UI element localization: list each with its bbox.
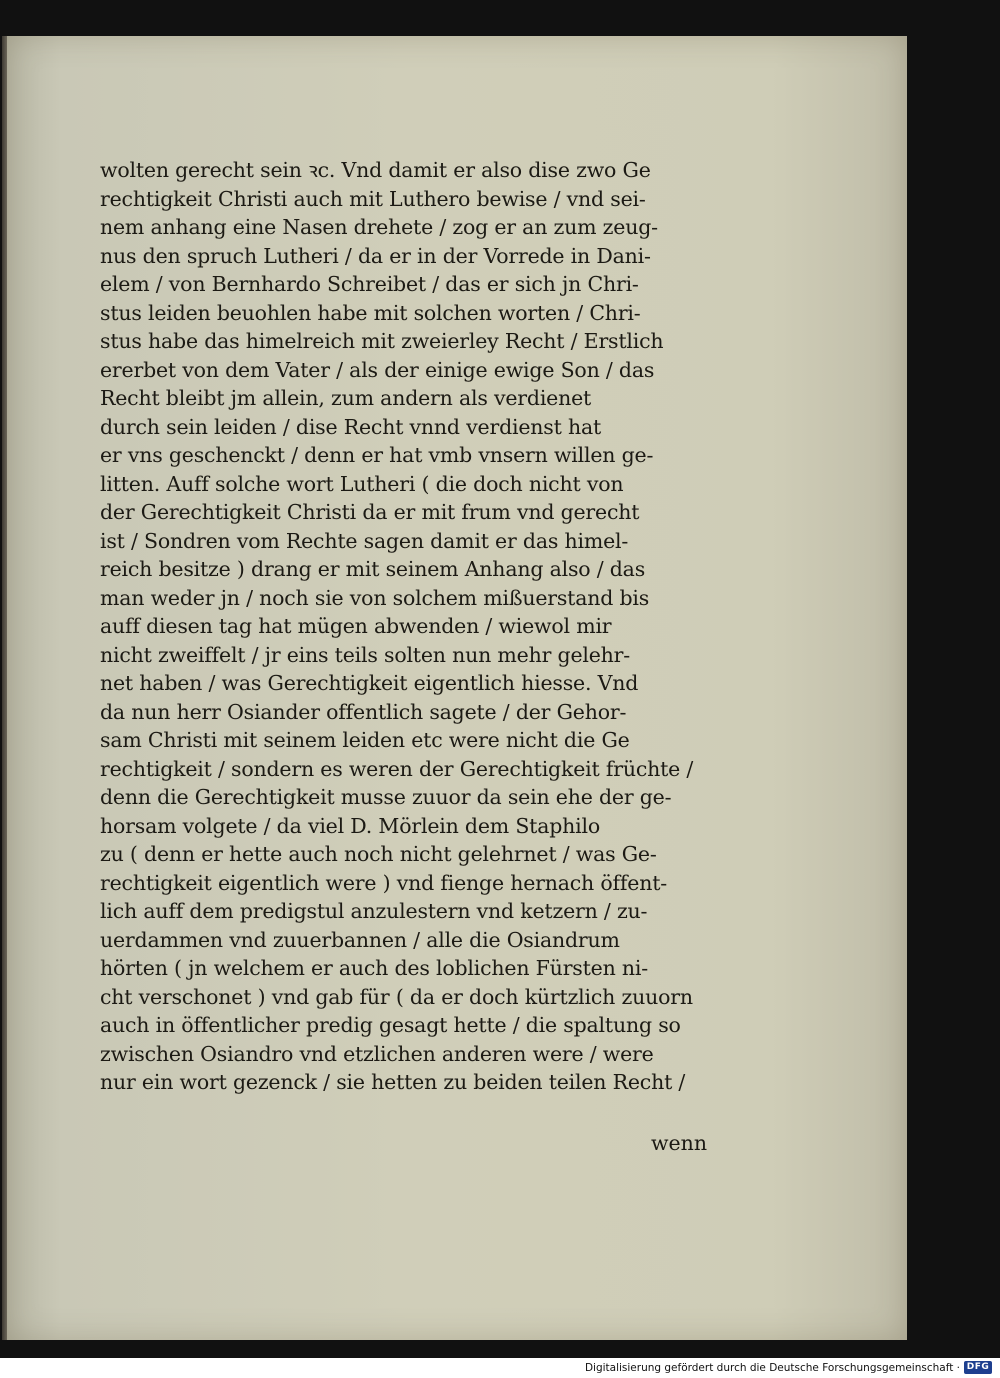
funding-credit: Digitalisierung gefördert durch die Deutsche Forschungsgemeinschaft · xyxy=(584,1362,960,1374)
text-line: nem anhang eine Nasen drehete / zog er an zum zeug- xyxy=(100,215,658,239)
dfg-logo-icon[interactable]: DFG xyxy=(964,1361,992,1374)
page-text-block xyxy=(100,156,712,1097)
text-line: der Gerechtigkeit Christi da er mit frum vnd gerecht xyxy=(100,500,640,524)
text-line: ist / Sondren vom Rechte sagen damit er das himel- xyxy=(100,528,629,553)
text-line: ererbet von dem Vater / als der einige ewige Son / das xyxy=(100,357,655,382)
text-line: zwischen Osiandro vnd etzlichen anderen were / were xyxy=(100,1041,654,1066)
text-line: elem / von Bernhardo Schreibet / das er sich jn Chri- xyxy=(100,272,639,296)
text-line: sam Christi mit seinem leiden etc were nicht die Ge xyxy=(100,728,630,752)
text-line: auff diesen tag hat mügen abwenden / wiewol mir xyxy=(100,614,612,638)
text-line: wolten gerecht sein ꝛc. Vnd damit er also dise zwo Ge xyxy=(100,158,651,182)
text-line: uerdammen vnd zuuerbannen / alle die Osiandrum xyxy=(100,927,620,952)
text-line: litten. Auff solche wort Lutheri ( die doch nicht von xyxy=(100,471,624,496)
text-line: rechtigkeit / sondern es weren der Gerechtigkeit früchte / xyxy=(100,756,694,781)
text-line: Recht bleibt jm allein, zum andern als verdienet xyxy=(100,386,592,410)
text-line: man weder jn / noch sie von solchem mißuerstand bis xyxy=(100,585,650,610)
text-line: er vns geschenckt / denn er hat vmb vnsern willen ge- xyxy=(100,443,654,467)
text-line: reich besitze ) drang er mit seinem Anhang also / das xyxy=(100,557,646,581)
text-line: net haben / was Gerechtigkeit eigentlich hiesse. Vnd xyxy=(100,671,639,695)
text-line: rechtigkeit eigentlich were ) vnd fienge hernach öffent- xyxy=(100,870,667,895)
text-line: hörten ( jn welchem er auch des loblichen Fürsten ni- xyxy=(100,956,648,980)
text-line: stus habe das himelreich mit zweierley Recht / Erstlich xyxy=(100,329,664,353)
text-line: nus den spruch Lutheri / da er in der Vorrede in Dani- xyxy=(100,243,651,268)
text-line: zu ( denn er hette auch noch nicht gelehrnet / was Ge- xyxy=(100,842,657,866)
scanned-page xyxy=(7,36,907,1340)
text-line: denn die Gerechtigkeit musse zuuor da sein ehe der ge- xyxy=(100,785,672,809)
footer-bar xyxy=(0,1358,1000,1378)
text-line: da nun herr Osiander offentlich sagete / der Gehor- xyxy=(100,699,627,724)
text-line: stus leiden beuohlen habe mit solchen worten / Chri- xyxy=(100,300,641,325)
text-line: lich auff dem predigstul anzulestern vnd ketzern / zu- xyxy=(100,899,648,923)
text-line: horsam volgete / da viel D. Mörlein dem Staphilo xyxy=(100,813,601,838)
catchword: wenn xyxy=(651,1131,708,1155)
text-line: rechtigkeit Christi auch mit Luthero bewise / vnd sei- xyxy=(100,186,646,211)
text-line: cht verschonet ) vnd gab für ( da er doch kürtzlich zuuorn xyxy=(100,984,693,1009)
text-line: auch in öffentlicher predig gesagt hette / die spaltung so xyxy=(100,1013,681,1037)
text-line: durch sein leiden / dise Recht vnnd verdienst hat xyxy=(100,414,602,439)
text-line: nur ein wort gezenck / sie hetten zu beiden teilen Recht / xyxy=(100,1070,686,1094)
text-line: nicht zweiffelt / jr eins teils solten nun mehr gelehr- xyxy=(100,642,630,667)
